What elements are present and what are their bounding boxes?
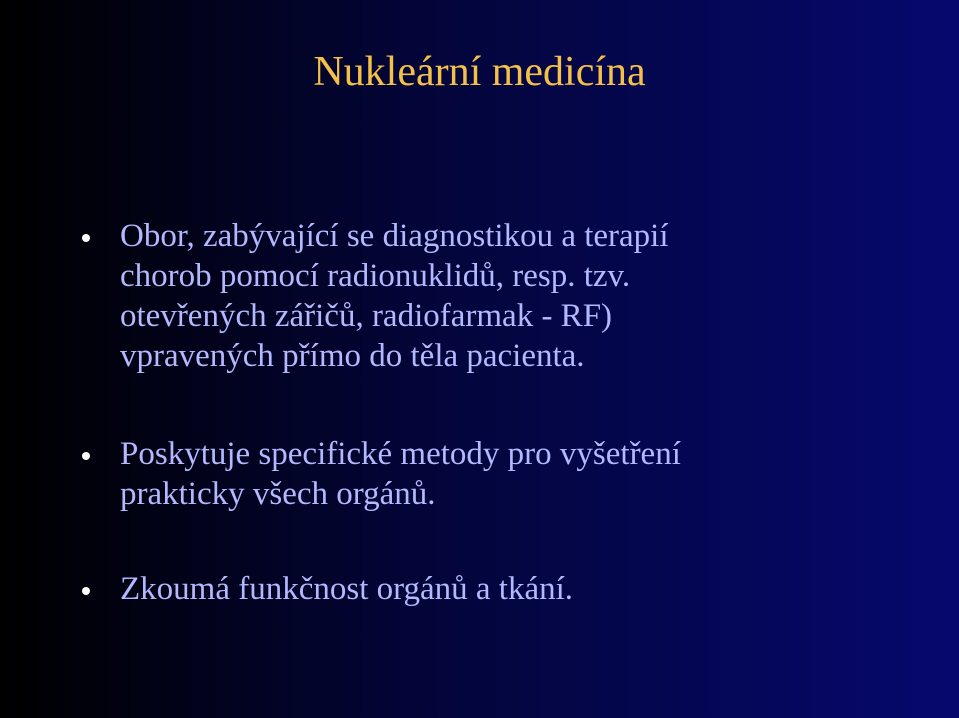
bullet-item-2 [72,434,912,514]
bullet-line: prakticky všech orgánů. [120,476,436,512]
bullet-list [72,216,912,609]
bullet-line: otevřených zářičů, radiofarmak - RF) [120,298,613,334]
bullet-dot-icon [82,234,90,242]
bullet-line: Obor, zabývající se diagnostikou a terapií [120,218,669,254]
slide-title: Nukleární medicína [313,49,646,95]
bullet-item-3 [72,569,912,609]
bullet-line: chorob pomocí radionuklidů, resp. tzv. [120,258,631,294]
bullet-line: vpravených přímo do těla pacienta. [120,338,585,374]
bullet-line: Poskytuje specifické metody pro vyšetření [120,436,681,472]
bullet-item-1 [72,216,912,376]
bullet-line: Zkoumá funkčnost orgánů a tkání. [120,571,574,607]
bullet-dot-icon [82,587,90,595]
bullet-dot-icon [82,452,90,460]
